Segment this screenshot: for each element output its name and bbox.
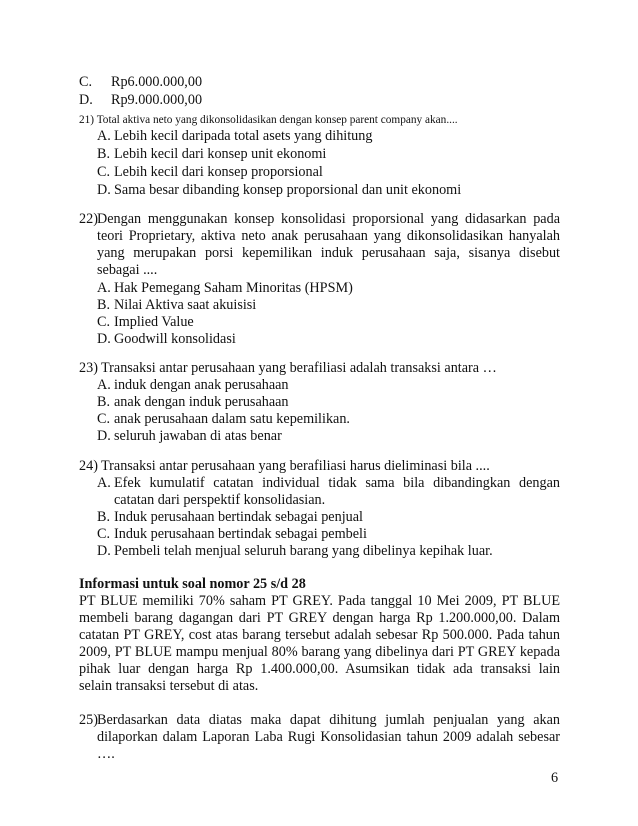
q24-option-c [97, 526, 367, 543]
option-letter: B. [97, 509, 111, 525]
question-25-line-2: dilaporkan dalam Laporan Laba Rugi Konsolidasian tahun 2009 adalah sebesar [97, 729, 560, 745]
q23-option-d [97, 428, 282, 445]
question-number: 23) [79, 360, 98, 376]
info-line-6: selain transaksi tersebut di atas. [79, 678, 259, 694]
question-22-line-3: yang merupakan porsi kepemilikan induk perusahaan saja, sisanya disebut [97, 245, 560, 261]
option-letter: D. [97, 331, 111, 347]
info-line-4: 2009, PT BLUE mampu menjual 80% barang yang dibelinya dari PT GREY kepada [79, 644, 560, 660]
q24-option-d [97, 543, 493, 560]
info-line-1: PT BLUE memiliki 70% saham PT GREY. Pada tanggal 10 Mei 2009, PT BLUE [79, 593, 560, 609]
option-text: Lebih kecil daripada total asets yang dihitung [114, 128, 373, 144]
option-text: Pembeli telah menjual seluruh barang yang dibelinya kepihak luar. [114, 543, 493, 559]
info-line-2: membeli barang dagangan dari PT GREY dengan harga Rp 1.200.000,00. Dalam [79, 610, 560, 626]
question-22-line-4: sebagai .... [97, 262, 158, 278]
q24-option-b [97, 509, 363, 526]
option-letter: D. [97, 543, 111, 559]
question-25-line-3: …. [97, 746, 115, 762]
question-text: Total aktiva neto yang dikonsolidasikan dengan konsep parent company akan.... [96, 114, 458, 126]
question-24 [79, 458, 490, 475]
page-number: 6 [551, 770, 559, 786]
option-text: Lebih kecil dari konsep unit ekonomi [114, 146, 327, 162]
option-letter: C. [97, 411, 111, 427]
option-letter: B. [97, 394, 111, 410]
question-25-line-1: Berdasarkan data diatas maka dapat dihitung jumlah penjualan yang akan [97, 712, 560, 728]
option-text: seluruh jawaban di atas benar [114, 428, 282, 444]
option-letter: D. [97, 182, 111, 198]
question-21 [79, 112, 458, 129]
q22-option-d [97, 331, 236, 348]
option-letter: D. [79, 92, 93, 108]
option-text: Sama besar dibanding konsep proporsional dan unit ekonomi [114, 182, 462, 198]
option-d-prev [79, 92, 202, 109]
option-letter: C. [97, 526, 111, 542]
option-text: Rp6.000.000,00 [111, 74, 203, 90]
q23-option-b [97, 394, 289, 411]
q21-option-a [97, 128, 372, 145]
option-text: anak perusahaan dalam satu kepemilikan. [114, 411, 350, 427]
q21-option-c [97, 164, 323, 181]
info-heading: Informasi untuk soal nomor 25 s/d 28 [79, 576, 306, 592]
question-25-number: 25) [79, 712, 98, 728]
option-text: Implied Value [114, 314, 194, 330]
q21-option-b [97, 146, 326, 163]
q22-option-c [97, 314, 194, 331]
q23-option-a [97, 377, 289, 394]
question-23 [79, 360, 497, 377]
option-letter: C. [79, 74, 93, 90]
question-text: Transaksi antar perusahaan yang berafiliasi harus dieliminasi bila .... [101, 458, 490, 474]
q23-option-c [97, 411, 350, 428]
question-22-line-2: teori Proprietary, aktiva neto anak perusahaan yang dikonsolidasikan hanyalah [97, 228, 560, 244]
option-letter: B. [97, 297, 111, 313]
option-letter: A. [97, 377, 111, 393]
option-text: anak dengan induk perusahaan [114, 394, 289, 410]
question-number: 24) [79, 458, 98, 474]
option-text: Induk perusahaan bertindak sebagai pembeli [114, 526, 367, 542]
q24-option-a-line-1: Efek kumulatif catatan individual tidak sama bila dibandingkan dengan [114, 475, 560, 491]
option-letter: D. [97, 428, 111, 444]
option-letter: B. [97, 146, 111, 162]
option-letter: A. [97, 280, 111, 296]
option-text: Nilai Aktiva saat akuisisi [114, 297, 257, 313]
option-letter: A. [97, 128, 111, 144]
q24-option-a-letter: A. [97, 475, 111, 491]
option-text: Hak Pemegang Saham Minoritas (HPSM) [114, 280, 353, 296]
option-letter: C. [97, 164, 111, 180]
option-text: Induk perusahaan bertindak sebagai penjual [114, 509, 363, 525]
q22-option-b [97, 297, 256, 314]
option-c-prev [79, 74, 202, 91]
question-number: 21) [79, 114, 95, 126]
q24-option-a-line-2: catatan dari perspektif konsolidasian. [114, 492, 326, 508]
info-line-5: pihak luar dengan harga Rp 1.400.000,00. Asumsikan tidak ada transaksi lain [79, 661, 560, 677]
option-letter: C. [97, 314, 111, 330]
q22-option-a [97, 280, 353, 297]
question-22-number: 22) [79, 211, 98, 227]
option-text: induk dengan anak perusahaan [114, 377, 289, 393]
q21-option-d [97, 182, 461, 199]
question-text: Transaksi antar perusahaan yang berafiliasi adalah transaksi antara … [101, 360, 497, 376]
option-text: Rp9.000.000,00 [111, 92, 203, 108]
question-22-line-1: Dengan menggunakan konsep konsolidasi proporsional yang didasarkan pada [97, 211, 560, 227]
option-text: Lebih kecil dari konsep proporsional [114, 164, 323, 180]
info-line-3: catatan PT GREY, cost atas barang tersebut adalah sebesar Rp 500.000. Pada tahun [79, 627, 560, 643]
option-text: Goodwill konsolidasi [114, 331, 236, 347]
